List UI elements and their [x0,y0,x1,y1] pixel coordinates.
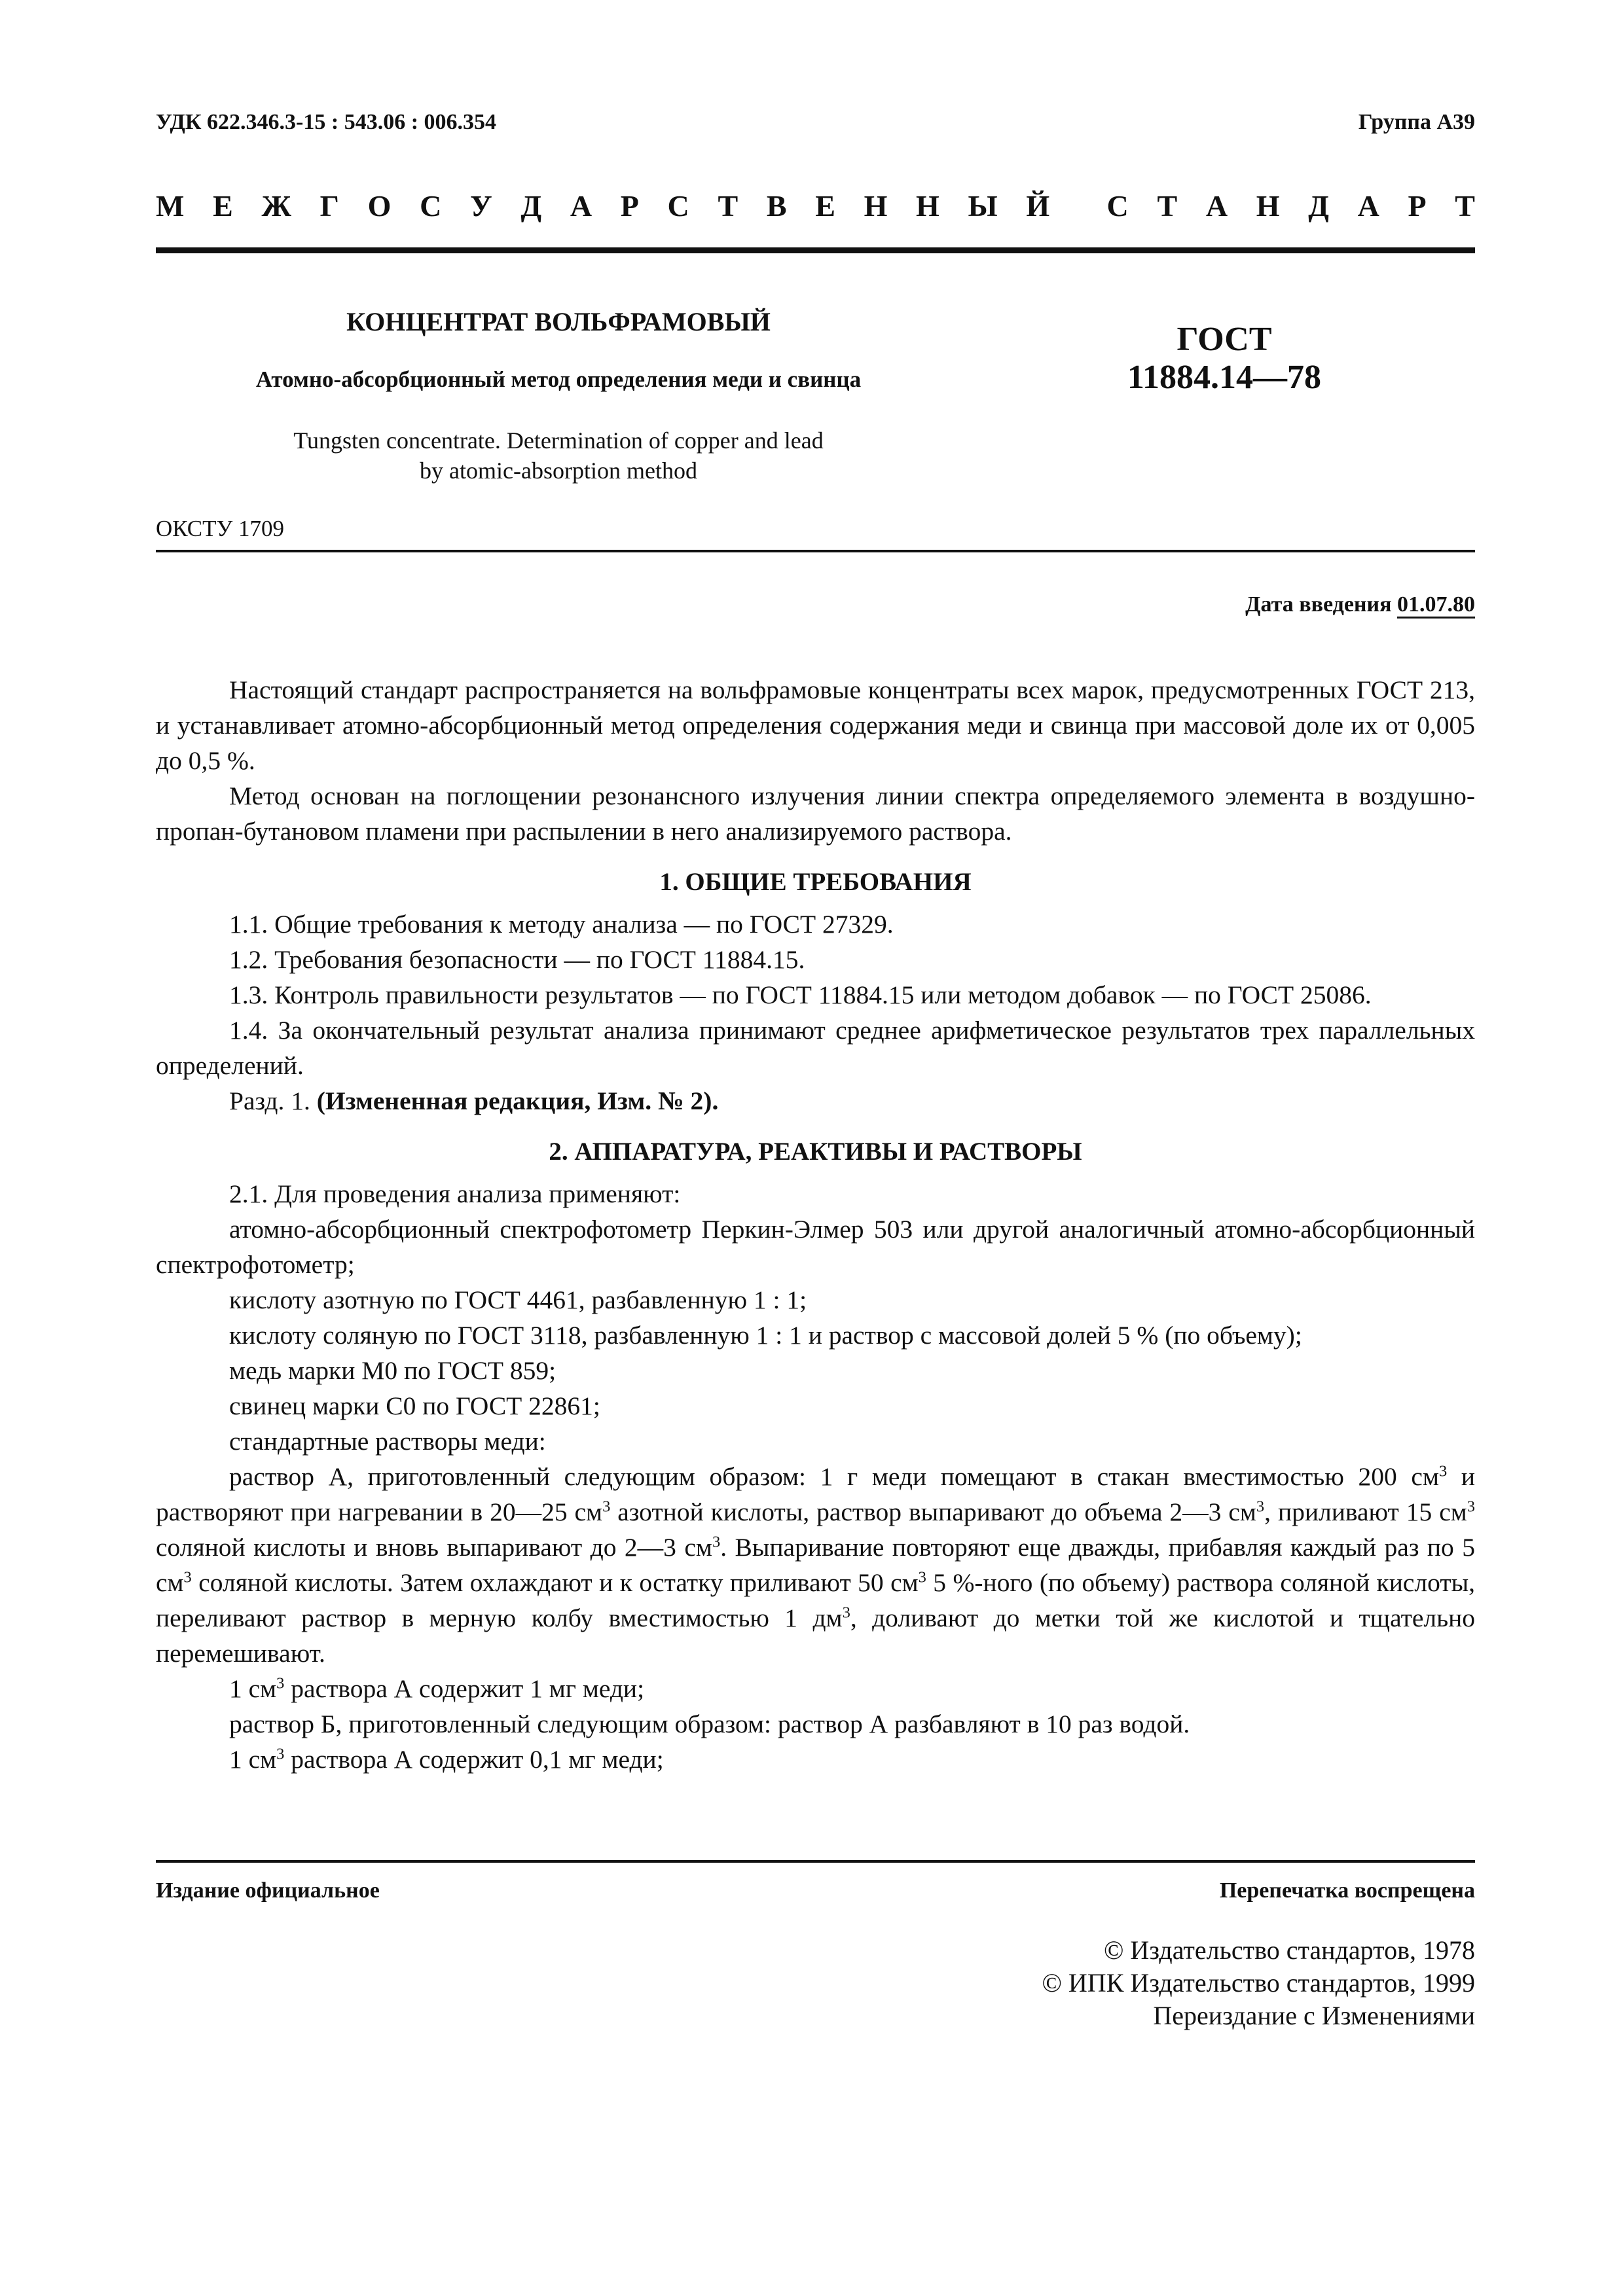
group-code: Группа А39 [1358,110,1475,134]
letter: В [766,189,787,223]
superscript: 3 [183,1568,192,1587]
list-item: кислоту азотную по ГОСТ 4461, разбавленную 1 : 1; [229,1285,807,1314]
text-run: . Выпаривание повторяют еще дважды, прибавляя каждый раз по 5 см [156,1533,1475,1597]
concentration-note [156,1671,1475,1706]
solution-a-paragraph [156,1459,1475,1671]
letter: С [1106,189,1129,223]
superscript: 3 [918,1568,926,1587]
list-item: стандартные растворы меди: [229,1427,546,1456]
text-run: раствор А, приготовленный следующим образом: 1 г меди помещают в стакан вместимостью 200 см [229,1462,1439,1491]
superscript: 3 [276,1674,285,1693]
text-run: 5 %-ного (по объему) раствора соляной кислоты, переливают раствор в мерную колбу вместимостью 1 дм [156,1568,1475,1632]
superscript: 3 [602,1498,611,1516]
letter: А [570,189,593,223]
english-title-line: by atomic-absorption method [420,457,697,484]
amendment-text: (Измененная редакция, Изм. № 2). [316,1086,719,1115]
paragraph: 1.4. За окончательный результат анализа принимают среднее арифметическое результатов трех параллельных определений. [156,1016,1475,1080]
superscript: 3 [276,1745,285,1763]
superscript: 3 [842,1604,850,1622]
republication-note: Переиздание с Изменениями [1153,2001,1475,2030]
list-item: кислоту соляную по ГОСТ 3118, разбавленную 1 : 1 и раствор с массовой долей 5 % (по объему); [229,1321,1302,1350]
letter: Т [1455,189,1475,223]
effective-date-value: 01.07.80 [1397,592,1475,619]
footer-divider [156,1860,1475,1863]
copyright-block [1042,1934,1475,2032]
copyright-line: © Издательство стандартов, 1978 [1103,1935,1475,1965]
amendment-note [156,1083,1475,1119]
title-divider [156,550,1475,552]
superscript: 3 [1256,1498,1265,1516]
concentration-note [156,1742,1475,1777]
list-item: медь марки М0 по ГОСТ 859; [229,1356,556,1385]
document-title: КОНЦЕНТРАТ ВОЛЬФРАМОВЫЙ [346,307,771,336]
official-edition-label: Издание официальное [156,1878,380,1903]
interstate-standard-heading [156,188,1475,223]
text-run: раствора А содержит 0,1 мг меди; [284,1745,664,1774]
letter: Ж [261,189,291,223]
document-body [156,672,1475,1777]
letter: Т [1157,189,1178,223]
copyright-line: © ИПК Издательство стандартов, 1999 [1042,1968,1475,1998]
text-run: , приливают 15 см [1264,1498,1467,1526]
letter: Д [520,189,542,223]
section-heading: 1. ОБЩИЕ ТРЕБОВАНИЯ [659,868,972,896]
paragraph: Настоящий стандарт распространяется на вольфрамовые концентраты всех марок, предусмотренных ГОСТ 213, и устанавливает атомно-абсорбционный метод определения содержания меди и свинца при массовой доле их от 0,005 до 0,5 %. [156,675,1475,775]
letter: Н [916,189,939,223]
letter: Р [1408,189,1427,223]
effective-date-label: Дата введения [1245,592,1392,617]
udk-code: УДК 622.346.3-15 : 543.06 : 006.354 [156,110,497,134]
document-subtitle: Атомно-абсорбционный метод определения меди и свинца [255,367,862,392]
letter: Н [864,189,888,223]
list-item: атомно-абсорбционный спектрофотометр Перкин-Элмер 503 или другой аналогичный атомно-абсорбционный спектрофотометр; [156,1215,1475,1279]
text-run: соляной кислоты. Затем охлаждают и к остатку приливают 50 см [191,1568,919,1597]
paragraph: 1.2. Требования безопасности — по ГОСТ 11884.15. [229,945,805,974]
reprint-prohibited-label: Перепечатка воспрещена [1219,1878,1475,1903]
letter: У [470,189,492,223]
text-run: раствора А содержит 1 мг меди; [284,1674,645,1703]
letter: Т [718,189,739,223]
gost-label: ГОСТ [1176,321,1272,358]
letter: Й [1026,189,1050,223]
text-run: и растворяют при нагревании в 20—25 см [156,1462,1476,1526]
superscript: 3 [712,1533,721,1551]
paragraph: 1.1. Общие требования к методу анализа — по ГОСТ 27329. [229,910,894,939]
letter: О [367,189,392,223]
paragraph: 1.3. Контроль правильности результатов — по ГОСТ 11884.15 или методом добавок — по ГОСТ 25086. [229,980,1372,1009]
letter: С [420,189,442,223]
effective-date [1245,592,1475,617]
letter: Ы [968,189,998,223]
letter: С [667,189,689,223]
gost-designation [1093,321,1355,397]
text-run: соляной кислоты и вновь выпаривают до 2—3 см [156,1533,712,1562]
letter: М [156,189,185,223]
text-run: 1 см [229,1745,277,1774]
letter: Р [620,189,639,223]
letter: Е [213,189,233,223]
amendment-prefix: Разд. 1. [229,1086,310,1115]
superscript: 3 [1467,1498,1475,1516]
letter: Н [1256,189,1280,223]
text-run: азотной кислоты, раствор выпаривают до объема 2—3 см [610,1498,1256,1526]
list-item: свинец марки С0 по ГОСТ 22861; [229,1391,600,1420]
okstu-code: ОКСТУ 1709 [156,516,285,541]
text-run: 1 см [229,1674,277,1703]
gost-number: 11884.14—78 [1127,359,1322,396]
text-run: , доливают до метки той же кислотой и тщательно перемешивают. [156,1604,1476,1668]
header-divider [156,247,1475,253]
list-item: раствор Б, приготовленный следующим образом: раствор А разбавляют в 10 раз водой. [229,1710,1190,1738]
letter: Д [1308,189,1329,223]
paragraph: Метод основан на поглощении резонансного излучения линии спектра определяемого элемента в воздушно-пропан-бутановом пламени при распылении в него анализируемого раствора. [156,781,1475,846]
letter: Е [815,189,835,223]
superscript: 3 [1438,1462,1448,1480]
letter: Г [319,189,339,223]
english-title-line: Tungsten concentrate. Determination of copper and lead [293,427,824,454]
english-title [156,425,961,486]
paragraph: 2.1. Для проведения анализа применяют: [229,1179,681,1208]
letter: А [1205,189,1228,223]
section-heading: 2. АППАРАТУРА, РЕАКТИВЫ И РАСТВОРЫ [549,1138,1082,1166]
letter: А [1357,189,1379,223]
